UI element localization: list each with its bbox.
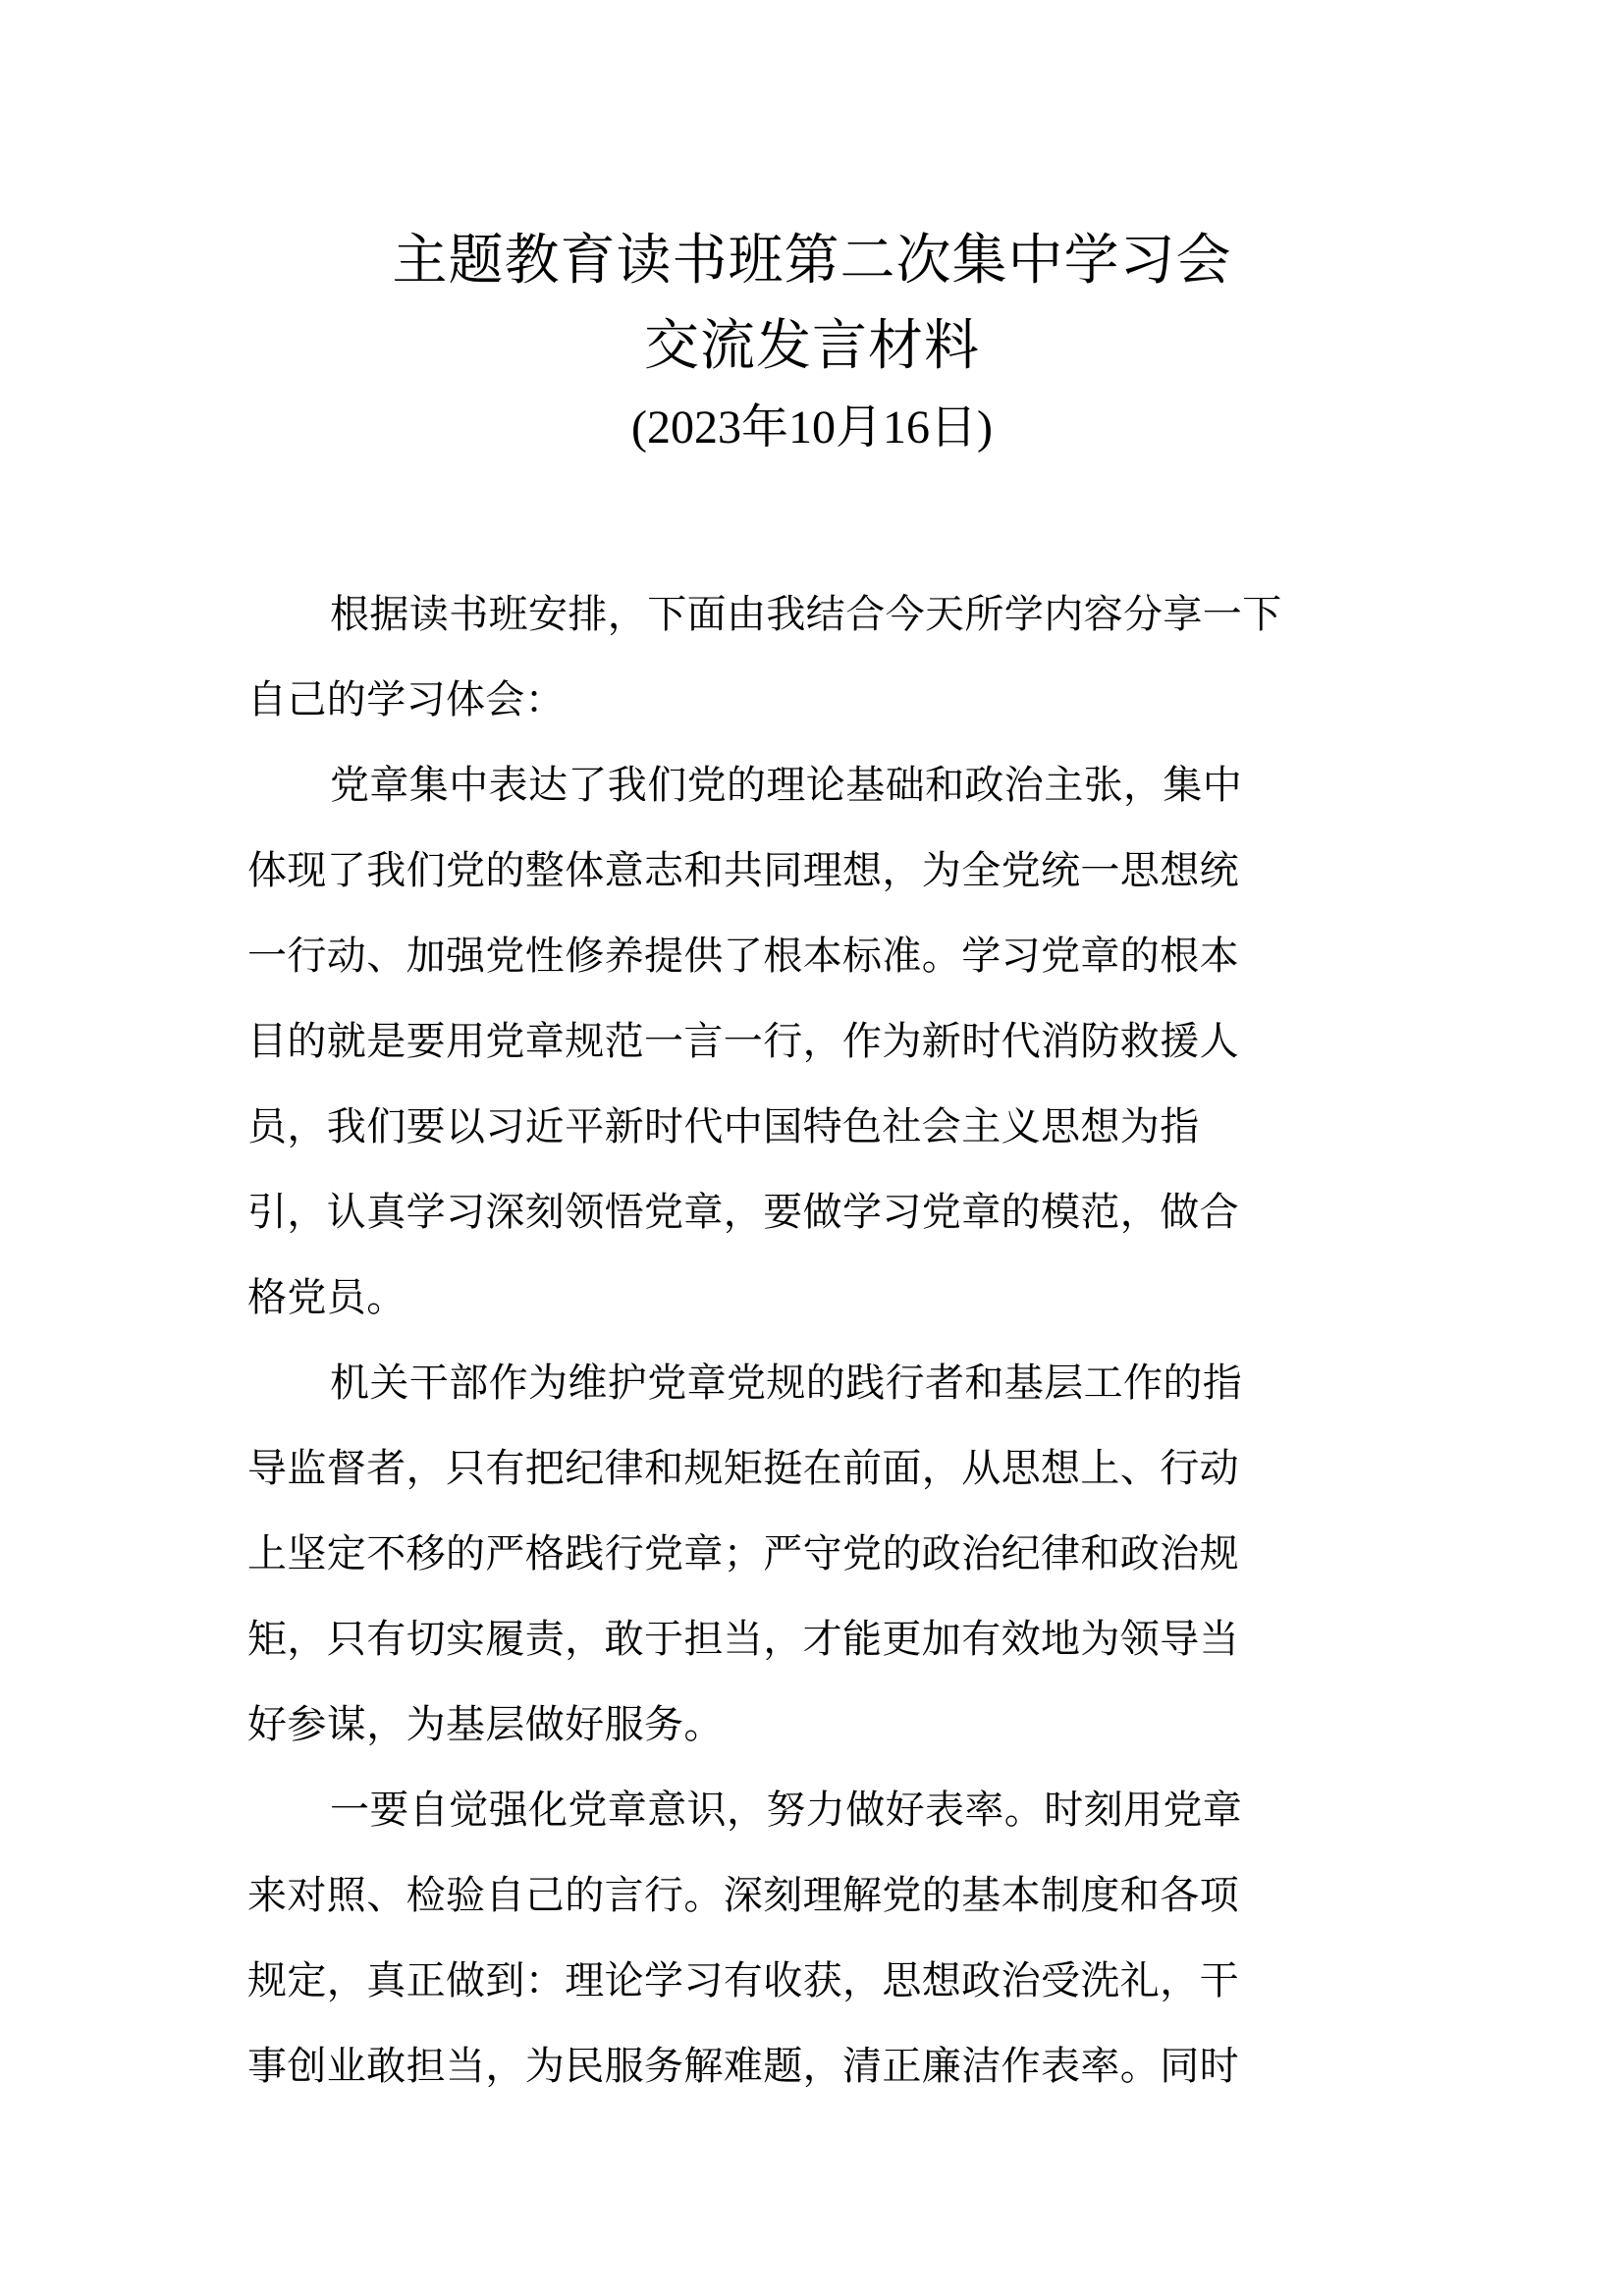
paragraph-intro	[247, 572, 1386, 743]
document-title-line-1: 主题教育读书班第二次集中学习会	[392, 229, 1232, 293]
paragraph-line: 一要自觉强化党章意识，努力做好表率。时刻用党章	[330, 1788, 1243, 1833]
paragraph-line: 规定，真正做到：理论学习有收获，思想政治受洗礼，干	[247, 1958, 1239, 2003]
paragraph-line: 导监督者，只有把纪律和规矩挺在前面，从思想上、行动	[247, 1446, 1239, 1491]
paragraph-line: 事创业敢担当，为民服务解难题，清正廉洁作表率。同时	[247, 2044, 1239, 2089]
document-body	[247, 572, 1386, 2109]
paragraph-line: 引，认真学习深刻领悟党章，要做学习党章的模范，做合	[247, 1190, 1239, 1235]
paragraph-line: 好参谋，为基层做好服务。	[247, 1702, 724, 1747]
paragraph-line: 体现了我们党的整体意志和共同理想，为全党统一思想统	[247, 848, 1239, 893]
paragraph-line: 格党员。	[247, 1275, 406, 1320]
paragraph-line: 员，我们要以习近平新时代中国特色社会主义思想为指	[247, 1104, 1200, 1149]
paragraph-line: 来对照、检验自己的言行。深刻理解党的基本制度和各项	[247, 1873, 1239, 1918]
document-date: (2023年10月16日)	[631, 401, 993, 454]
paragraph-party-constitution	[247, 743, 1386, 1341]
paragraph-line: 上坚定不移的严格践行党章；严守党的政治纪律和政治规	[247, 1531, 1239, 1576]
paragraph-line: 机关干部作为维护党章党规的践行者和基层工作的指	[330, 1361, 1243, 1406]
paragraph-line: 根据读书班安排，下面由我结合今天所学内容分享一下	[330, 592, 1282, 637]
paragraph-line: 自己的学习体会：	[247, 677, 566, 722]
paragraph-line: 党章集中表达了我们党的理论基础和政治主张，集中	[330, 763, 1243, 808]
paragraph-line: 一行动、加强党性修养提供了根本标准。学习党章的根本	[247, 934, 1239, 979]
paragraph-line: 矩，只有切实履责，敢于担当，才能更加有效地为领导当	[247, 1617, 1239, 1662]
paragraph-cadres	[247, 1341, 1386, 1768]
paragraph-line: 目的就是要用党章规范一言一行，作为新时代消防救援人	[247, 1019, 1239, 1064]
paragraph-point-one	[247, 1768, 1386, 2109]
document-title-line-2: 交流发言材料	[644, 314, 980, 378]
